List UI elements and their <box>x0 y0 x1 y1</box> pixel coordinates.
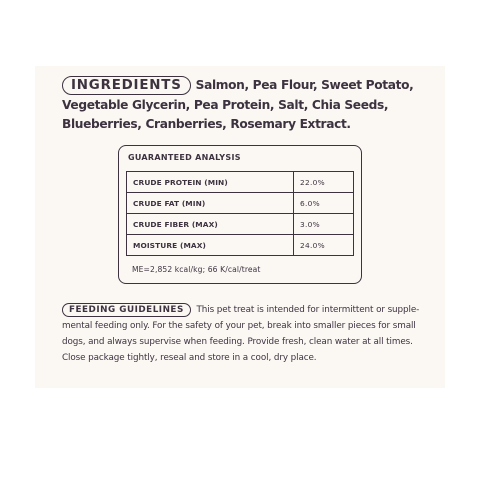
table-row <box>127 193 354 214</box>
nutrient-name: CRUDE FAT (MIN) <box>127 193 294 214</box>
table-row <box>127 235 354 256</box>
table-row <box>127 172 354 193</box>
nutrient-value: 24.0% <box>294 235 354 256</box>
ingredients-section <box>62 76 434 135</box>
table-row <box>127 214 354 235</box>
nutrient-value: 3.0% <box>294 214 354 235</box>
nutrient-name: CRUDE FIBER (MAX) <box>127 214 294 235</box>
nutrient-name: MOISTURE (MAX) <box>127 235 294 256</box>
feeding-heading: FEEDING GUIDELINES <box>62 303 191 317</box>
ingredients-text: Salmon, Pea Flour, Sweet Potato, Vegetable Glycerin, Pea Protein, Salt, Chia Seeds, Blueberries, Cranberries, Rosemary Extract. <box>62 78 414 131</box>
calorie-content: ME=2,852 kcal/kg; 66 K/cal/treat <box>132 265 261 274</box>
feeding-section <box>62 302 438 366</box>
feeding-text: This pet treat is intended for intermittent or supple-mental feeding only. For the safety of your pet, break into smaller pieces for small dogs, and always supervise when feeding. Provide fresh, clean water at all times. Close package tightly, reseal and store in a cool, dry place. <box>62 305 420 363</box>
nutrient-value: 6.0% <box>294 193 354 214</box>
guaranteed-analysis-table <box>126 171 354 256</box>
guaranteed-analysis-title: GUARANTEED ANALYSIS <box>128 153 241 162</box>
ingredients-heading: INGREDIENTS <box>62 76 191 95</box>
nutrient-value: 22.0% <box>294 172 354 193</box>
guaranteed-analysis-box <box>118 145 362 284</box>
nutrient-name: CRUDE PROTEIN (MIN) <box>127 172 294 193</box>
